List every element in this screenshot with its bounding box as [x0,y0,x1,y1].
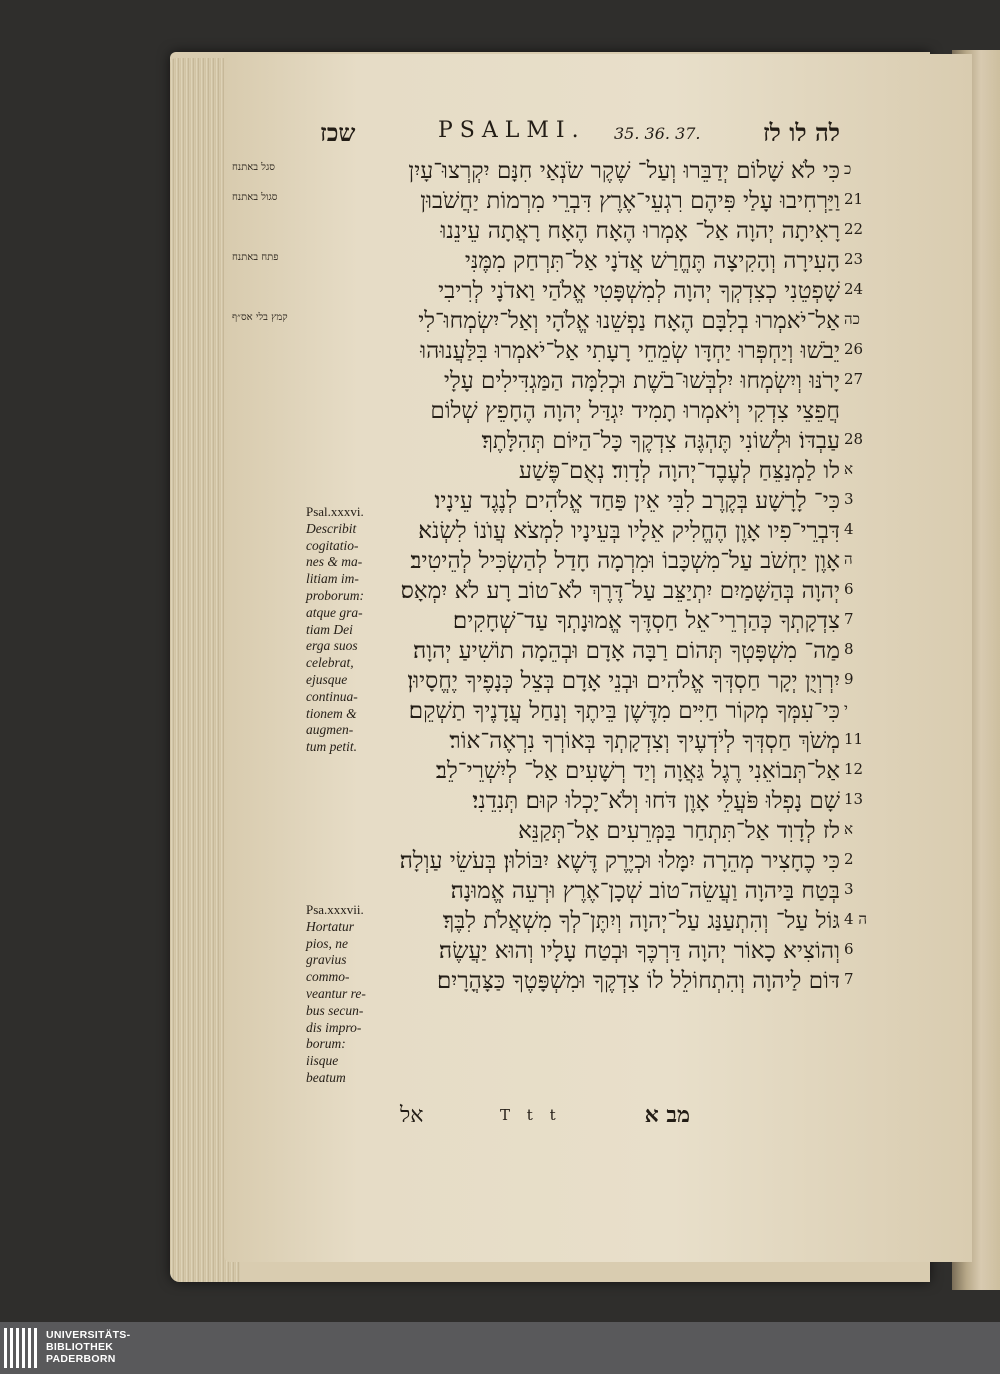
hebrew-verse-text: לו לַמְנַצֵּחַ לְעֶבֶד־יְהוָה לְדָוִד׃ נְאֻם־פֶּשַׁע [518,458,840,484]
margin-note-line: atque gra- [306,604,363,620]
margin-note-line: continua- [306,688,358,704]
margin-note-line: beatum [306,1069,346,1085]
margin-note-line: iisque [306,1053,339,1069]
verse-number: 12 [844,760,864,778]
hebrew-verse-text: כִּי לֹא שָׁלוֹם יְדַבֵּרוּ וְעַל־ שֶׁקֶר שֹׂנְאַי חִנָּם יִקְרְצוּ־עָיִן [408,158,840,184]
text-line [232,186,864,216]
margin-note-line: bus secun- [306,1002,364,1018]
hebrew-verse-text: שָׁפְטֵנִי כְצִדְקְךָ יְהוָה לְמִשְׁפָּטִי אֱלֹהַי וַאדֹנָי לְרִיבִי [438,278,840,304]
masoretic-note: פתח באתנח [232,252,279,263]
hebrew-verse-text: כִּי כֶחָצִיר מְהֵרָה יִמָּלוּ וּכְיֶרֶק דֶּשֶׁא יִבּוֹלוּן׃ בְּעֹשֵׂי עַוְלָה׃ [399,848,840,874]
chapter-numbers: 35. 36. 37. [614,124,701,143]
hebrew-verse-text: עַבְדּוֹ׃ וּלְשׁוֹנִי תֶּהְגֶּה צִדְקֶךָ כָּל־הַיּוֹם תְּהִלָּתֶךָ׃ [481,428,840,454]
text-line [300,366,864,396]
verse-number: 11 [844,730,864,748]
margin-note-line: tum petit. [306,739,357,755]
catchword: אל [400,1103,424,1128]
hebrew-signature: מב א [644,1102,690,1128]
library-logo-icon [4,1328,38,1368]
verse-number: 7 [844,610,854,628]
library-name [46,1329,130,1365]
margin-note-line: proborum: [306,587,365,603]
hebrew-verse-text: אַל־יֹאמְרוּ בְלִבָּם הֶאָח נַפְשֵׁנוּ אֱלֹהָי וְאַל־יִשְׂמְחוּ־לִי [418,308,840,334]
margin-note-line: commo- [306,969,350,985]
library-name-line2: BIBLIOTHEK [46,1341,114,1353]
text-line [232,246,864,276]
verse-number: 13 [844,790,864,808]
text-line [232,156,852,186]
hebrew-verse-text: דּוֹם לַיהוָה וְהִתְחוֹלֵל לוֹ צִדְקֶךָ וּמִשְׁפָּטֶךָ כַּצָּהֳרָיִם׃ [436,968,840,994]
hebrew-verse-text: יְהוָה בְּהַשָּׁמַיִם יִתְיַצֵּב עַל־דֶּרֶךְ לֹא־טוֹב רָע לֹא יִמְאָס׃ [400,578,840,604]
margin-note-line: gravius [306,952,347,968]
signature-mark: T t t [500,1106,562,1124]
hebrew-verse-text: יֵבֹשׁוּ וְיַחְפְּרוּ יַחְדָּו שְׂמֵחֵי רָעָתִי אַל־יֹאמְרוּ בִּלַּעֲנוּהוּ [420,338,840,364]
verse-number: 6 [844,940,854,958]
text-line [300,336,864,366]
verse-number: 6 [844,580,854,598]
margin-note-line: veantur re- [306,985,366,1001]
margin-note-line: augmen- [306,722,354,738]
margin-note-title: Psal.xxxvi. [306,504,364,519]
text-line [300,786,864,816]
library-footer [0,1322,1000,1374]
margin-note-psalm-36 [306,504,396,756]
verse-number: 7 [844,970,854,988]
verse-number: 27 [844,370,864,388]
margin-note-line: Describit [306,520,357,536]
margin-note-line: celebrat, [306,655,354,671]
masoretic-note: סגול באתנח [232,192,278,203]
margin-note-line: borum: [306,1036,346,1052]
library-name-line1: UNIVERSITÄTS- [46,1329,131,1341]
verse-number: 28 [844,430,864,448]
verse-number: 8 [844,640,854,658]
verse-number: 3 [844,880,854,898]
hebrew-verse-text: דִּבְרֵי־פִיו אָוֶן הֶחֱלִיק אֵלָיו בְּעֵינָיו לִמְצֹא עֲוֺנוֹ לִשְׂנֹא׃ [418,518,840,544]
margin-note-title: Psa.xxxvii. [306,902,364,917]
chapter-numbers-hebrew: לה לו לז [762,118,840,147]
hebrew-verse-text: מְשֹׁךְ חַסְדְּךָ לְיֹדְעֶיךָ וְצִדְקָתְךָ בְּאוֹרְךָ נִרְאֶה־אוֹר׃ [449,728,840,754]
running-title: PSALMI. [438,118,586,143]
hebrew-verse-text: וַיַּרְחִיבוּ עָלַי פִּיהֶם רִגְעֵי־אֶרֶץ דִּבְרֵי מִרְמוֹת יַחֲשֹׁבוּן [420,188,840,214]
folio-hebrew: שכז [320,118,356,147]
hebrew-verse-text: כִּי־ לָרָשָׁע בְּקֶרֶב לִבִּי אֵין פַּחַד אֱלֹהִים לְנֶגֶד עֵינָיו׃ [434,488,840,514]
text-line [300,456,854,486]
verse-number: 21 [844,190,864,208]
hebrew-verse-text: הָעִירָה וְהָקִיצָה תֶּחֱרַשׁ אֲדֹנָי אַל־תִּרְחַק מִמֶּנִּי [464,248,840,274]
text-line [300,756,864,786]
text-line [300,846,854,876]
verse-number: א [844,820,854,838]
margin-note-line: tiam Dei [306,621,353,637]
text-line [300,276,864,306]
text-line [300,426,864,456]
text-line [300,816,854,846]
verse-number: 22 [844,220,864,238]
masoretic-note: קמץ בלי אס״ף [232,312,288,323]
margin-note-line: tionem & [306,705,357,721]
verse-number: ה 4 [844,910,867,928]
verse-number: 4 [844,520,854,538]
hebrew-verse-text: כִּי־עִמְּךָ מְקוֹר חַיִּים מִדֶּשֶׁן בֵּיתֶךָ וְנַחַל עֲדָנֶיךָ תַשְׁקֵם׃ [408,698,840,724]
margin-note-line: litiam im- [306,571,359,587]
masoretic-note: סגל באתנח [232,162,275,173]
margin-note-line: ejusque [306,671,348,687]
hebrew-verse-text: לז לְדָוִד אַל־תִּתְחַר בַּמְּרֵעִים אַל־תְּקַנֵּא [518,818,840,844]
margin-note-line: Hortatur [306,918,355,934]
margin-note-line: erga suos [306,638,358,654]
verse-number: י [844,700,848,718]
verse-number: א [844,460,854,478]
hebrew-verse-text: חֲפֵצֵי צִדְקִי וְיֹאמְרוּ תָמִיד יִגְדַּל יְהוָה הֶחָפֵץ שְׁלוֹם [430,398,840,424]
hebrew-verse-text: אָוֶן יַחְשֹׁב עַל־מִשְׁכָּבוֹ וּמִרְמָה חָדַל לְהַשְׂכִּיל לְהֵיטִיב׃ [410,548,840,574]
verse-number: 24 [844,280,864,298]
hebrew-verse-text: אַל־תְּבוֹאֵנִי רֶגֶל גַּאֲוָה וְיַד רְשָׁעִים אַל־ לְיִשְׁרֵי־לֵב׃ [435,758,840,784]
margin-note-line: dis impro- [306,1019,362,1035]
hebrew-verse-text: מַה־ מִשְׁפָּטְךָ תְּהוֹם רַבָּה אָדָם וּבְהֵמָה תוֹשִׁיעַ יְהוָה׃ [412,638,840,664]
verse-number: 9 [844,670,854,688]
verse-number: 3 [844,490,854,508]
margin-note-line: pios, ne [306,935,348,951]
running-header [320,118,840,154]
library-name-line3: PADERBORN [46,1353,116,1365]
verse-number: ה [844,550,853,568]
margin-note-line: cogitatio- [306,537,359,553]
margin-note-psalm-37 [306,902,396,1087]
text-line [300,216,864,246]
hebrew-verse-text: צִדְקָתְךָ כְּהַרְרֵי־אֵל חַסְדֶּךָ אֱמוּנָתְךָ עַד־שְׁחָקִים׃ [452,608,840,634]
verse-number: 23 [844,250,864,268]
signature-line [360,1102,690,1132]
text-line [300,396,840,426]
margin-note-line: nes & ma- [306,554,363,570]
hebrew-verse-text: שָׁם נָפְלוּ פֹּעֲלֵי אָוֶן דֹּחוּ וְלֹא־יָכְלוּ קוּם׃ תְּנִדֵנִי׃ [472,788,840,814]
text-line [232,306,860,336]
hebrew-verse-text: יָרֹנּוּ וְיִשְׂמְחוּ יִלְבְּשׁוּ־בֹשֶׁת וּכְלִמָּה הַמַּגְדִּילִים עָלָי [443,368,840,394]
verse-number: כה [844,310,860,328]
hebrew-verse-text: יִרְוְיֻן יְקָר חַסְדְּךָ אֱלֹהִים וּבְנֵי אָדָם בְּצֵל כְּנָפֶיךָ יֶחֱסָיוּן׃ [407,668,840,694]
hebrew-verse-text: רָאִיתָה יְהוָה אַל־ אָמְרוּ הֶאָח הֶאָח רָאֲתָה עֵינֵנוּ [440,218,840,244]
verse-number: 2 [844,850,854,868]
verse-number: 26 [844,340,864,358]
hebrew-verse-text: וְהוֹצִיא כָאוֹר יְהוָה דַּרְכֶּךָ וּבְטַח עָלָיו וְהוּא יַעֲשֶׂה׃ [438,938,840,964]
hebrew-verse-text: בְּטַח בַּיהוָה וַעֲשֵׂה־טוֹב שְׁכָן־אֶרֶץ וּרְעֵה אֱמוּנָה׃ [450,878,840,904]
hebrew-verse-text: גּוֹל עַל־ וְהִתְעַנַּג עַל־יְהוָה וְיִתֶּן־לְךָ מִשְׁאֲלֹת לִבֶּךָ׃ [442,908,840,934]
verse-number: כ [844,160,852,178]
